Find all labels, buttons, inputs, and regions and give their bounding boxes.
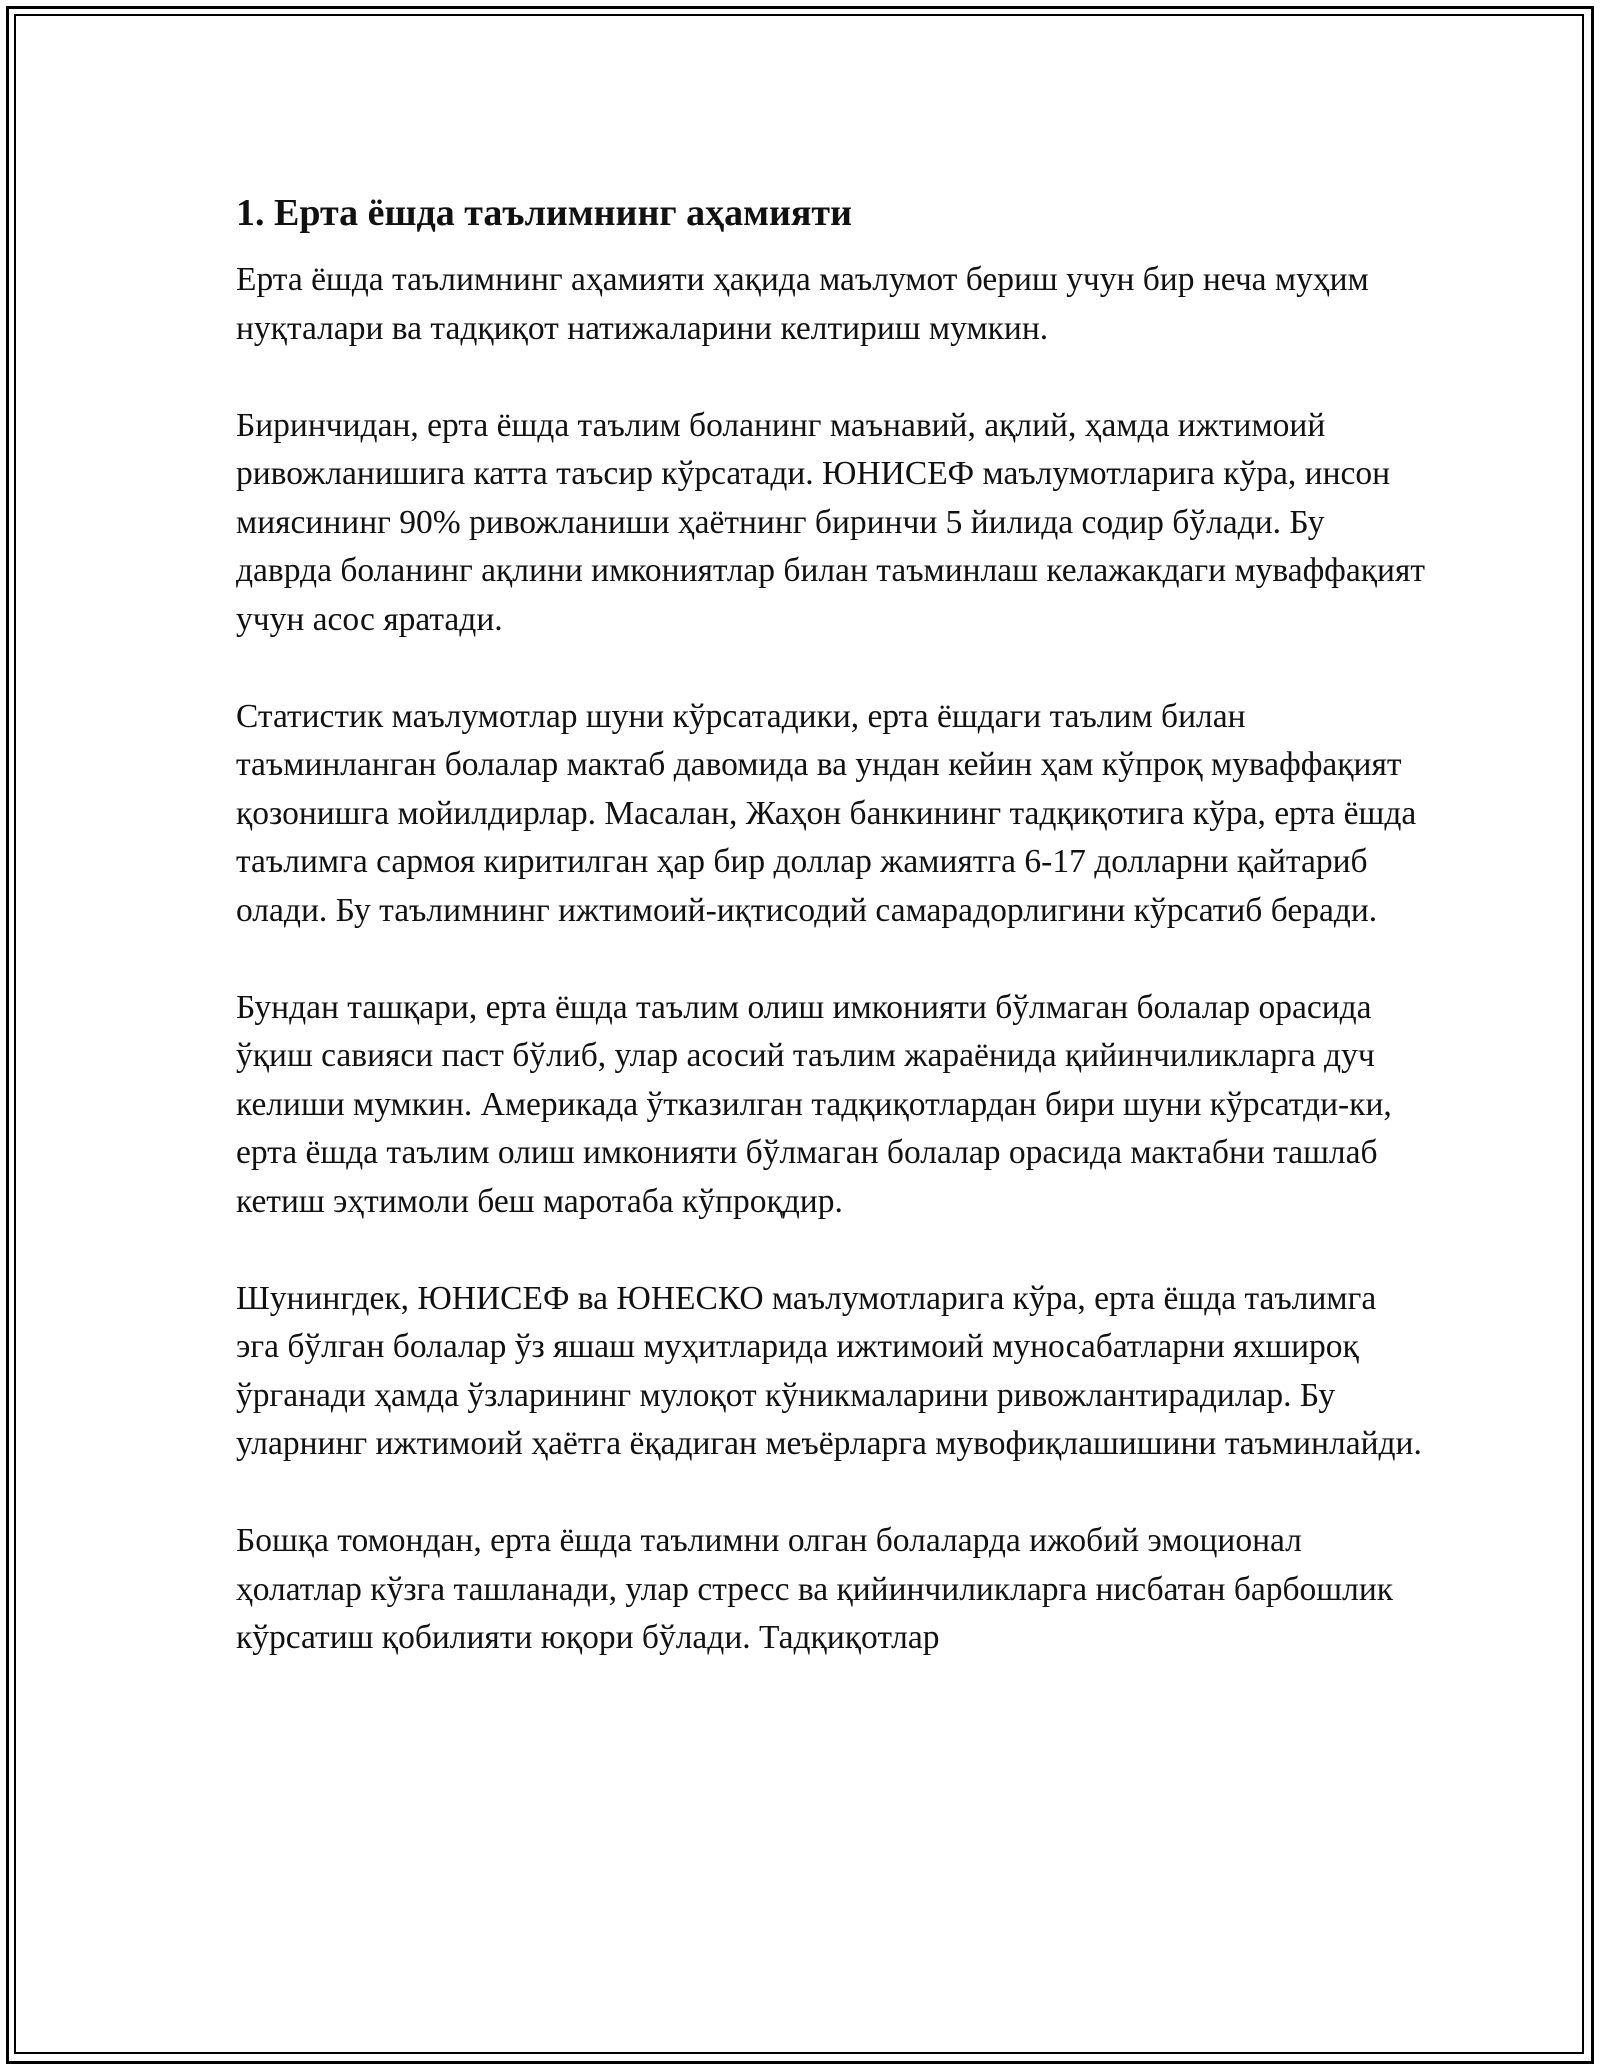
document-body	[236, 188, 1426, 1711]
paragraph-also: Шунингдек, ЮНИСЕФ ва ЮНЕСКО маълумотларига кўра, ерта ёшда таълимга эга бўлган болалар ўз яшаш муҳитларида ижтимоий муносабатларни яхшироқ ўрганади ҳамда ўзларининг мулоқот кўникмаларини ривожлантирадилар. Бу уларнинг ижтимоий ҳаётга ёқадиган меъёрларга мувофиқлашишини таъминлайди.	[236, 1279, 1422, 1462]
paragraph-furthermore: Бундан ташқари, ерта ёшда таълим олиш имконияти бўлмаган болалар орасида ўқиш савияси паст бўлиб, улар асосий таълим жараёнида қийинчиликларга дуч келиши мумкин. Америкада ўтказилган тадқиқотлардан бири шуни кўрсатди-ки, ерта ёшда таълим олиш имконияти бўлмаган болалар орасида мактабни ташлаб кетиш эҳтимоли беш маротаба кўпроқдир.	[236, 988, 1392, 1220]
paragraph-statistics: Статистик маълумотлар шуни кўрсатадики, ерта ёшдаги таълим билан таъминланган болалар мактаб давомида ва ундан кейин ҳам кўпроқ муваффақият қозонишга мойилдирлар. Масалан, Жаҳон банкининг тадқиқотига кўра, ерта ёшда таълимга сармоя киритилган ҳар бир доллар жамиятга 6-17 долларни қайтариб олади. Бу таълимнинг ижтимоий-иқтисодий самарадорлигини кўрсатиб беради.	[236, 697, 1417, 929]
paragraph-intro: Ерта ёшда таълимнинг аҳамияти ҳақида маълумот бериш учун бир неча муҳим нуқталари ва тадқиқот натижаларини келтириш мумкин.	[236, 261, 1369, 347]
section-heading: 1. Ерта ёшда таълимнинг аҳамияти	[236, 192, 852, 234]
paragraph-other-side: Бошқа томондан, ерта ёшда таълимни олган болаларда ижобий эмоционал ҳолатлар кўзга ташланади, улар стресс ва қийинчиликларга нисбатан барбошлик кўрсатиш қобилияти юқори бўлади. Тадқиқотлар	[236, 1522, 1394, 1656]
paragraph-first-point: Биринчидан, ерта ёшда таълим боланинг маънавий, ақлий, ҳамда ижтимоий ривожланишига катта таъсир кўрсатади. ЮНИСЕФ маълумотларига кўра, инсон миясининг 90% ривожланиши ҳаётнинг биринчи 5 йилида содир бўлади. Бу даврда боланинг ақлини имкониятлар билан таъминлаш келажакдаги муваффақият учун асос яратади.	[236, 406, 1426, 638]
